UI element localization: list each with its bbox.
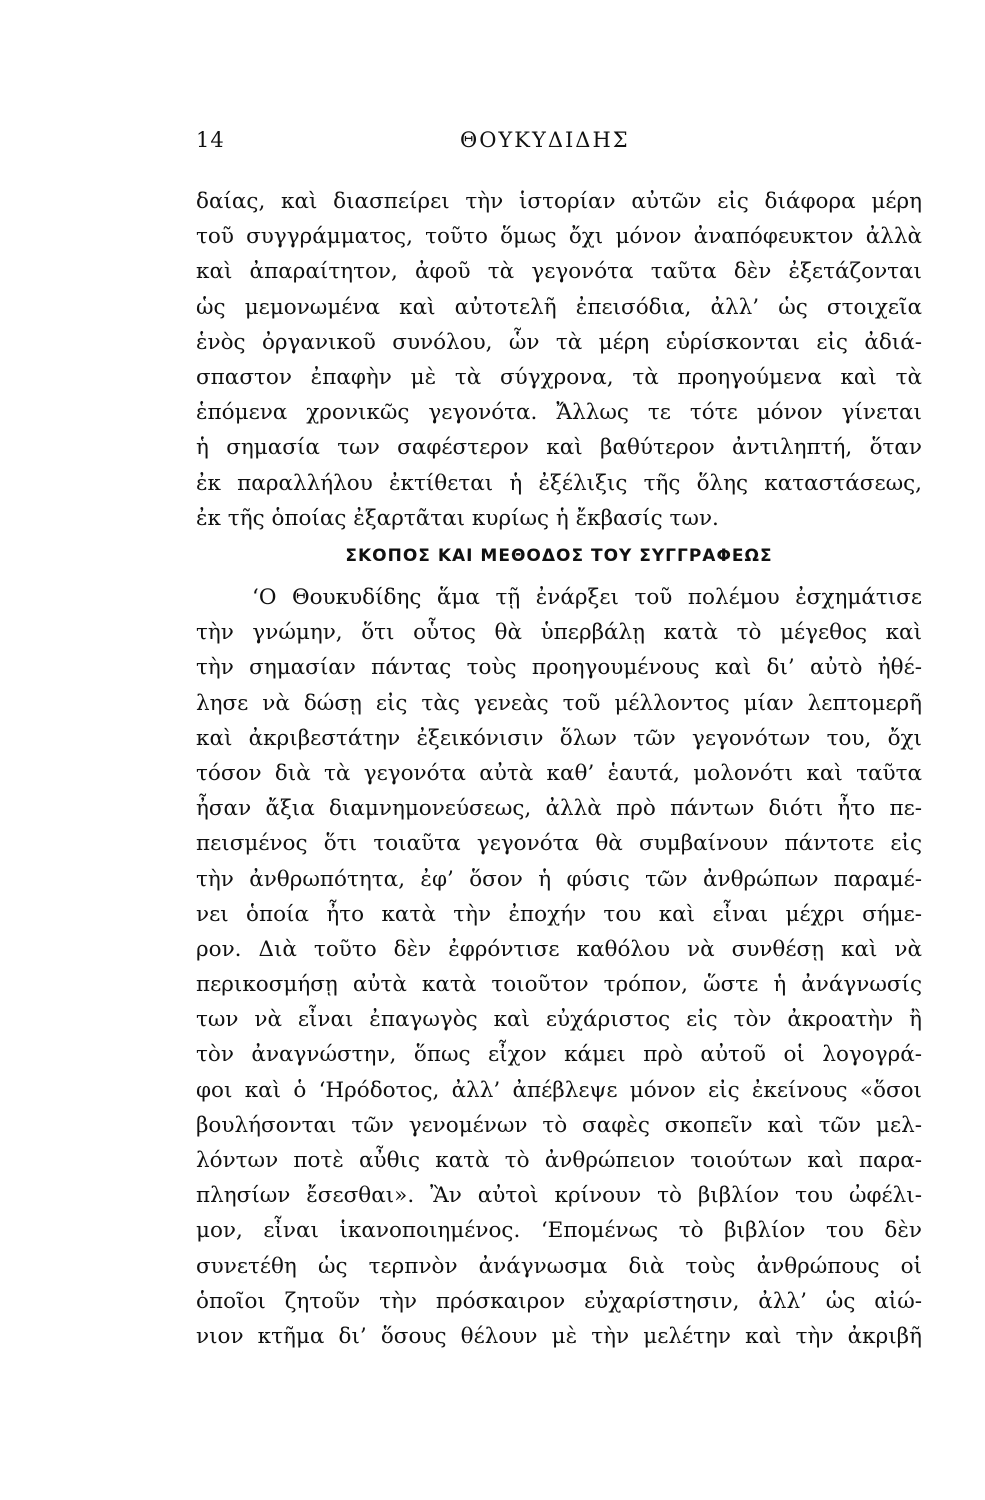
text-line: τὴν σημασίαν πάντας τοὺς προηγουμένους καὶ δι’ αὐτὸ ἠθέ- bbox=[196, 655, 922, 681]
text-line: τοῦ συγγράμματος, τοῦτο ὅμως ὄχι μόνον ἀναπόφευκτον ἀλλὰ bbox=[196, 224, 922, 250]
page-number: 14 bbox=[196, 128, 225, 152]
text-line: ἦσαν ἄξια διαμνημονεύσεως, ἀλλὰ πρὸ πάντων διότι ἦτο πε- bbox=[196, 796, 922, 822]
text-line: τὴν ἀνθρωπότητα, ἐφ’ ὅσον ἡ φύσις τῶν ἀνθρώπων παραμέ- bbox=[196, 866, 922, 892]
text-line: ἑπόμενα χρονικῶς γεγονότα. Ἄλλως τε τότε μόνον γίνεται bbox=[196, 400, 922, 426]
paragraph-2 bbox=[196, 580, 922, 1354]
text-line: συνετέθη ὡς τερπνὸν ἀνάγνωσμα διὰ τοὺς ἀνθρώπους οἱ bbox=[196, 1253, 922, 1279]
text-line: βουλήσονται τῶν γενομένων τὸ σαφὲς σκοπεῖν καὶ τῶν μελ- bbox=[196, 1112, 922, 1138]
text-line: ἐκ παραλλήλου ἐκτίθεται ἡ ἐξέλιξις τῆς ὅλης καταστάσεως, bbox=[196, 470, 922, 496]
paragraph-1 bbox=[196, 184, 922, 536]
running-title: ΘΟΥΚΥΔΙΔΗΣ bbox=[460, 128, 630, 152]
text-line: καὶ ἀκριβεστάτην ἐξεικόνισιν ὅλων τῶν γεγονότων του, ὄχι bbox=[196, 725, 922, 751]
text-line: ἑνὸς ὀργανικοῦ συνόλου, ὧν τὰ μέρη εὑρίσκονται εἰς ἀδιά- bbox=[196, 329, 922, 355]
text-line: τόσον διὰ τὰ γεγονότα αὐτὰ καθ’ ἑαυτά, μολονότι καὶ ταῦτα bbox=[196, 760, 922, 786]
text-line: πλησίων ἔσεσθαι». Ἂν αὐτοὶ κρίνουν τὸ βιβλίον του ὠφέλι- bbox=[196, 1183, 922, 1209]
text-line: τὸν ἀναγνώστην, ὅπως εἶχον κάμει πρὸ αὐτοῦ οἱ λογογρά- bbox=[196, 1042, 922, 1068]
text-line: λόντων ποτὲ αὖθις κατὰ τὸ ἀνθρώπειον τοιούτων καὶ παρα- bbox=[196, 1148, 922, 1173]
text-line: ἡ σημασία των σαφέστερον καὶ βαθύτερον ἀντιληπτή, ὅταν bbox=[196, 435, 922, 461]
text-line: περικοσμήσῃ αὐτὰ κατὰ τοιοῦτον τρόπον, ὥστε ἡ ἀνάγνωσίς bbox=[196, 972, 922, 998]
text-line: καὶ ἀπαραίτητον, ἀφοῦ τὰ γεγονότα ταῦτα δὲν ἐξετάζονται bbox=[196, 259, 922, 285]
section-heading: ΣΚΟΠΟΣ ΚΑΙ ΜΕΘΟΔΟΣ ΤΟΥ ΣΥΓΓΡΑΦΕΩΣ bbox=[345, 546, 773, 566]
text-line: δαίας, καὶ διασπείρει τὴν ἱστορίαν αὐτῶν εἰς διάφορα μέρη bbox=[196, 189, 922, 214]
text-line: ἐκ τῆς ὁποίας ἐξαρτᾶται κυρίως ἡ ἔκβασίς των. bbox=[196, 505, 719, 531]
text-line: λησε νὰ δώσῃ εἰς τὰς γενεὰς τοῦ μέλλοντος μίαν λεπτομερῆ bbox=[196, 690, 922, 716]
text-line: πεισμένος ὅτι τοιαῦτα γεγονότα θὰ συμβαίνουν πάντοτε εἰς bbox=[196, 831, 922, 857]
text-line: ‘Ο Θουκυδίδης ἅμα τῇ ἐνάρξει τοῦ πολέμου ἐσχημάτισε bbox=[252, 585, 922, 610]
text-line: ὁποῖοι ζητοῦν τὴν πρόσκαιρον εὐχαρίστησιν, ἀλλ’ ὡς αἰώ- bbox=[196, 1288, 922, 1314]
text-line: σπαστον ἐπαφὴν μὲ τὰ σύγχρονα, τὰ προηγούμενα καὶ τὰ bbox=[196, 364, 922, 390]
text-line: των νὰ εἶναι ἐπαγωγὸς καὶ εὐχάριστος εἰς τὸν ἀκροατὴν ἢ bbox=[196, 1007, 922, 1033]
text-line: νει ὁποία ἦτο κατὰ τὴν ἐποχήν του καὶ εἶναι μέχρι σήμε- bbox=[196, 901, 922, 927]
text-line: ρον. Διὰ τοῦτο δὲν ἐφρόντισε καθόλου νὰ συνθέσῃ καὶ νὰ bbox=[196, 936, 922, 962]
text-line: φοι καὶ ὁ ‘Ηρόδοτος, ἀλλ’ ἀπέβλεψε μόνον εἰς ἐκείνους «ὅσοι bbox=[196, 1077, 922, 1103]
text-line: μον, εἶναι ἱκανοποιημένος. ‘Επομένως τὸ βιβλίον του δὲν bbox=[196, 1218, 922, 1244]
text-line: ὡς μεμονωμένα καὶ αὐτοτελῆ ἐπεισόδια, ἀλλ’ ὡς στοιχεῖα bbox=[196, 294, 922, 320]
text-line: τὴν γνώμην, ὅτι οὗτος θὰ ὑπερβάλῃ κατὰ τὸ μέγεθος καὶ bbox=[196, 620, 922, 646]
text-line: νιον κτῆμα δι’ ὅσους θέλουν μὲ τὴν μελέτην καὶ τὴν ἀκριβῆ bbox=[196, 1323, 922, 1349]
